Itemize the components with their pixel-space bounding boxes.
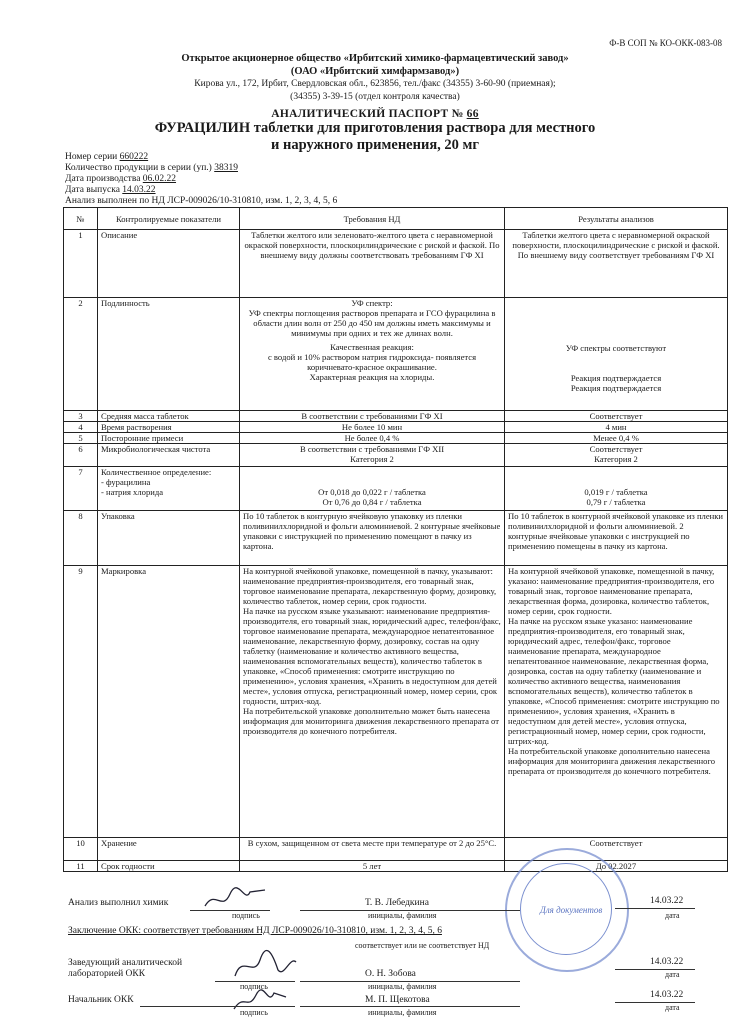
okk-head-sign-line bbox=[140, 1006, 295, 1007]
row-result bbox=[505, 467, 728, 511]
chemist-name: Т. В. Лебедкина bbox=[365, 898, 429, 908]
lab-head-date: 14.03.22 bbox=[650, 957, 684, 967]
res-blister: На контурной ячейковой упаковке, помещенной в пачку, указано: наименование предприятия-производителя, его товарный знак, торговое наименование препарата, лекарственная форма, дозировка, количество таблеток, номер серии, срок годности. bbox=[508, 566, 715, 616]
row-result bbox=[505, 444, 728, 467]
analysis-table bbox=[63, 207, 728, 872]
row-number: 7 bbox=[64, 467, 98, 511]
series-line bbox=[65, 152, 148, 163]
res-furacilin: 0,019 г / таблетка bbox=[584, 487, 648, 497]
org-short-name: (ОАО «Ирбитский химфармзавод») bbox=[290, 66, 460, 77]
release-date-label: Дата выпуска bbox=[65, 185, 120, 195]
row-result bbox=[505, 566, 728, 838]
passport-number: 66 bbox=[466, 108, 479, 120]
row-requirement: 5 лет bbox=[240, 861, 505, 872]
row-requirement: В соответствии с требованиями ГФ XI bbox=[240, 411, 505, 422]
conclusion-caption: соответствует или не соответствует НД bbox=[355, 941, 490, 950]
req-monitoring: На потребительской упаковке дополнительно может быть нанесена информация для мониторинга движения лекарственного препарата от производителя до конечного потребителя. bbox=[243, 706, 499, 736]
row-indicator: Хранение bbox=[98, 838, 240, 861]
okk-head-podpis: подпись bbox=[240, 1008, 268, 1017]
okk-head-name-line bbox=[300, 1006, 520, 1007]
release-date-value: 14.03.22 bbox=[122, 185, 156, 195]
row-result: Менее 0,4 % bbox=[505, 433, 728, 444]
okk-head-label: Начальник ОКК bbox=[68, 995, 134, 1005]
series-label: Номер серии bbox=[65, 152, 118, 162]
indicator-quant: Количественное определение: bbox=[101, 467, 212, 477]
row-indicator bbox=[98, 467, 240, 511]
req-uv-text: УФ спектры поглощения растворов препарата и ГСО фурацилина в области длин волн от 250 до 450 нм должны иметь максимумы и минимумы при одних и тех же длинах волн. bbox=[248, 308, 496, 338]
res-reaction: Реакция подтверждается bbox=[570, 373, 662, 383]
table-row bbox=[64, 298, 728, 411]
lab-head-podpis: подпись bbox=[240, 982, 268, 991]
chemist-label: Анализ выполнил химик bbox=[68, 898, 169, 908]
table-row bbox=[64, 444, 728, 467]
org-address: Кирова ул., 172, Ирбит, Свердловская обл., 623856, тел./факс (34355) 3-60-90 (приемная); bbox=[194, 79, 556, 89]
res-chloride: Реакция подтверждается bbox=[570, 383, 662, 393]
row-number: 9 bbox=[64, 566, 98, 838]
row-result bbox=[505, 298, 728, 411]
row-indicator: Средняя масса таблеток bbox=[98, 411, 240, 422]
table-row bbox=[64, 467, 728, 511]
req-blister: На контурной ячейковой упаковке, помещенной в пачку, указывают: наименование предприятия-производителя, его товарный знак, торговое наименование препарата, лекарственную форму, дозировку, количество таблеток, номер серии, срок годности. bbox=[243, 566, 497, 606]
product-desc-2: и наружного применения, 20 мг bbox=[271, 137, 479, 153]
row-requirement bbox=[240, 298, 505, 411]
prod-date-label: Дата производства bbox=[65, 174, 141, 184]
prod-date-line bbox=[65, 174, 176, 185]
row-indicator: Упаковка bbox=[98, 511, 240, 566]
table-row bbox=[64, 433, 728, 444]
row-indicator: Микробиологическая чистота bbox=[98, 444, 240, 467]
row-indicator: Время растворения bbox=[98, 422, 240, 433]
org-phone: (34355) 3-39-15 (отдел контроля качества) bbox=[290, 92, 460, 102]
req-reaction-text: с водой и 10% раствором натрия гидроксида- появляется коричневато-красное окрашивание. bbox=[267, 352, 477, 372]
product-desc-1: таблетки для приготовления раствора для местного bbox=[253, 120, 596, 136]
chemist-date-line bbox=[615, 908, 695, 909]
row-number: 6 bbox=[64, 444, 98, 467]
stamp-text: Для документов bbox=[540, 905, 603, 915]
res-pack: На пачке на русском языке указано: наименование предприятия-производителя, его товарный знак, юридический адрес, телефон/факс, торговое наименование препарата, международное непатентованное наименование, лекарственная форма, дозировка, состав на одну таблетку (наименование и количество активного вещества, наименования вспомогательных веществ), количество таблеток в упаковке, «Способ применения: смотрите инструкцию по применению», условия хранения, «Хранить в недоступном для детей месте», условия отпуска, регистрационный номер, номер серии, срок годности, штрих-код. bbox=[508, 616, 720, 746]
product-name: ФУРАЦИЛИН bbox=[154, 120, 251, 136]
req-uv-title: УФ спектр: bbox=[351, 298, 393, 308]
res-monitoring: На потребительской упаковке дополнительно нанесена информация для мониторинга движения лекарственного препарата от производителя до конечного потребителя. bbox=[508, 746, 716, 776]
okk-head-initials: инициалы, фамилия bbox=[368, 1008, 437, 1017]
header-results: Результаты анализов bbox=[505, 208, 728, 230]
row-requirement: Таблетки желтого или зеленовато-желтого цвета с неравномерной окраской поверхности, плоскоцилиндрические с риской и фаской. По внешнему виду должны соответствовать требованиям ГФ XI bbox=[240, 230, 505, 298]
req-pack: На пачке на русском языке указывают: наименование предприятия-производителя, его товарный знак, юридический адрес, телефон/факс, торговое наименование препарата, международное непатентованное наименование, лекарственную форму, дозировку, состав на одну таблетку (наименование и количество активного вещества, наименования вспомогательных веществ), количество таблеток в упаковке, «Способ применения: смотрите инструкцию по применению», условия хранения, «Хранить в недоступном для детей месте», условия отпуска, регистрационный номер, номер серии, срок годности, штрих-код. bbox=[243, 606, 501, 706]
row-requirement: Не более 0,4 % bbox=[240, 433, 505, 444]
lab-head-date-line bbox=[615, 969, 695, 970]
table-row bbox=[64, 230, 728, 298]
lab-head-label-1: Заведующий аналитической bbox=[68, 958, 183, 968]
res-nacl: 0,79 г / таблетка bbox=[586, 497, 646, 507]
row-result: Соответствует bbox=[505, 838, 728, 861]
okk-head-date: 14.03.22 bbox=[650, 990, 684, 1000]
req-nacl: От 0,76 до 0,84 г / таблетка bbox=[322, 497, 422, 507]
row-result: До 02.2027 bbox=[505, 861, 728, 872]
okk-head-name: М. П. Щекотова bbox=[365, 995, 430, 1005]
row-result: По 10 таблеток в контурной ячейковой упаковке из пленки поливинилхлоридной и фольги алюминиевой. 2 контурные ячейковые упаковки с инструкцией по применению помещены в пачку из картона. bbox=[505, 511, 728, 566]
row-requirement bbox=[240, 566, 505, 838]
req-chloride: Характерная реакция на хлориды. bbox=[309, 372, 435, 382]
indicator-nacl: - натрия хлорида bbox=[101, 487, 164, 497]
row-number: 11 bbox=[64, 861, 98, 872]
header-number: № bbox=[64, 208, 98, 230]
row-number: 3 bbox=[64, 411, 98, 422]
row-indicator: Подлинность bbox=[98, 298, 240, 411]
row-requirement: Не более 10 мин bbox=[240, 422, 505, 433]
req-furacilin: От 0,018 до 0,022 г / таблетка bbox=[318, 487, 426, 497]
lab-head-signature bbox=[230, 948, 300, 983]
okk-head-date-caption: дата bbox=[665, 1003, 680, 1012]
req-micro: В соответствии с требованиями ГФ XII bbox=[299, 444, 445, 454]
row-number: 5 bbox=[64, 433, 98, 444]
qty-label: Количество продукции в серии (уп.) bbox=[65, 163, 212, 173]
table-row bbox=[64, 838, 728, 861]
row-number: 1 bbox=[64, 230, 98, 298]
row-indicator: Срок годности bbox=[98, 861, 240, 872]
res-micro: Соответствует bbox=[589, 444, 643, 454]
table-row bbox=[64, 422, 728, 433]
form-reference: Ф-В СОП № КО-ОКК-083-08 bbox=[609, 38, 722, 48]
series-value: 660222 bbox=[119, 152, 149, 162]
res-category: Категория 2 bbox=[594, 454, 638, 464]
chemist-podpis: подпись bbox=[232, 911, 260, 920]
table-header-row bbox=[64, 208, 728, 230]
req-category: Категория 2 bbox=[350, 454, 394, 464]
okk-head-date-line bbox=[615, 1002, 695, 1003]
table-row bbox=[64, 861, 728, 872]
res-uv: УФ спектры соответствуют bbox=[565, 343, 667, 353]
row-indicator: Маркировка bbox=[98, 566, 240, 838]
table-row bbox=[64, 566, 728, 838]
row-indicator: Описание bbox=[98, 230, 240, 298]
chemist-signature bbox=[200, 884, 270, 914]
qty-value: 38319 bbox=[214, 163, 238, 173]
row-indicator: Посторонние примеси bbox=[98, 433, 240, 444]
lab-head-name: О. Н. Зобова bbox=[365, 969, 416, 979]
conclusion: Заключение ОКК: соответствует требованиям НД ЛСР-009026/10-310810, изм. 1, 2, 3, 4, 5, 6 bbox=[68, 926, 442, 936]
row-number: 8 bbox=[64, 511, 98, 566]
row-number: 10 bbox=[64, 838, 98, 861]
table-row bbox=[64, 411, 728, 422]
lab-head-initials: инициалы, фамилия bbox=[368, 982, 437, 991]
header-indicator: Контролируемые показатели bbox=[98, 208, 240, 230]
chemist-initials: инициалы, фамилия bbox=[368, 911, 437, 920]
row-requirement: В сухом, защищенном от света месте при температуре от 2 до 25°С. bbox=[240, 838, 505, 861]
row-number: 2 bbox=[64, 298, 98, 411]
chemist-date: 14.03.22 bbox=[650, 896, 684, 906]
row-number: 4 bbox=[64, 422, 98, 433]
row-requirement: По 10 таблеток в контурную ячейковую упаковку из пленки поливинилхлоридной и фольги алюминиевой. 2 контурные ячейковые упаковки с инструкцией по применению помещают в пачку из картона. bbox=[240, 511, 505, 566]
row-requirement bbox=[240, 444, 505, 467]
req-reaction-title: Качественная реакция: bbox=[330, 342, 414, 352]
analysis-basis: Анализ выполнен по НД ЛСР-009026/10-310810, изм. 1, 2, 3, 4, 5, 6 bbox=[65, 196, 338, 206]
row-result: Таблетки желтого цвета с неравномерной окраской поверхности, плоскоцилиндрические с риской и фаской. По внешнему виду соответствует требованиям ГФ XI bbox=[505, 230, 728, 298]
indicator-furacilin: - фурацилина bbox=[101, 477, 151, 487]
header-requirements: Требования НД bbox=[240, 208, 505, 230]
passport-title-label: АНАЛИТИЧЕСКИЙ ПАСПОРТ № bbox=[271, 108, 464, 120]
table-row bbox=[64, 511, 728, 566]
lab-head-label-2: лабораторией ОКК bbox=[68, 969, 146, 979]
product-title bbox=[0, 120, 750, 154]
row-result: Соответствует bbox=[505, 411, 728, 422]
passport-title bbox=[0, 108, 750, 120]
row-result: 4 мин bbox=[505, 422, 728, 433]
prod-date-value: 06.02.22 bbox=[142, 174, 177, 184]
row-requirement bbox=[240, 467, 505, 511]
qty-line bbox=[65, 163, 238, 174]
chemist-date-caption: дата bbox=[665, 911, 680, 920]
release-date-line bbox=[65, 185, 156, 196]
org-name: Открытое акционерное общество «Ирбитский химико-фармацевтический завод» bbox=[181, 53, 569, 64]
lab-head-date-caption: дата bbox=[665, 970, 680, 979]
